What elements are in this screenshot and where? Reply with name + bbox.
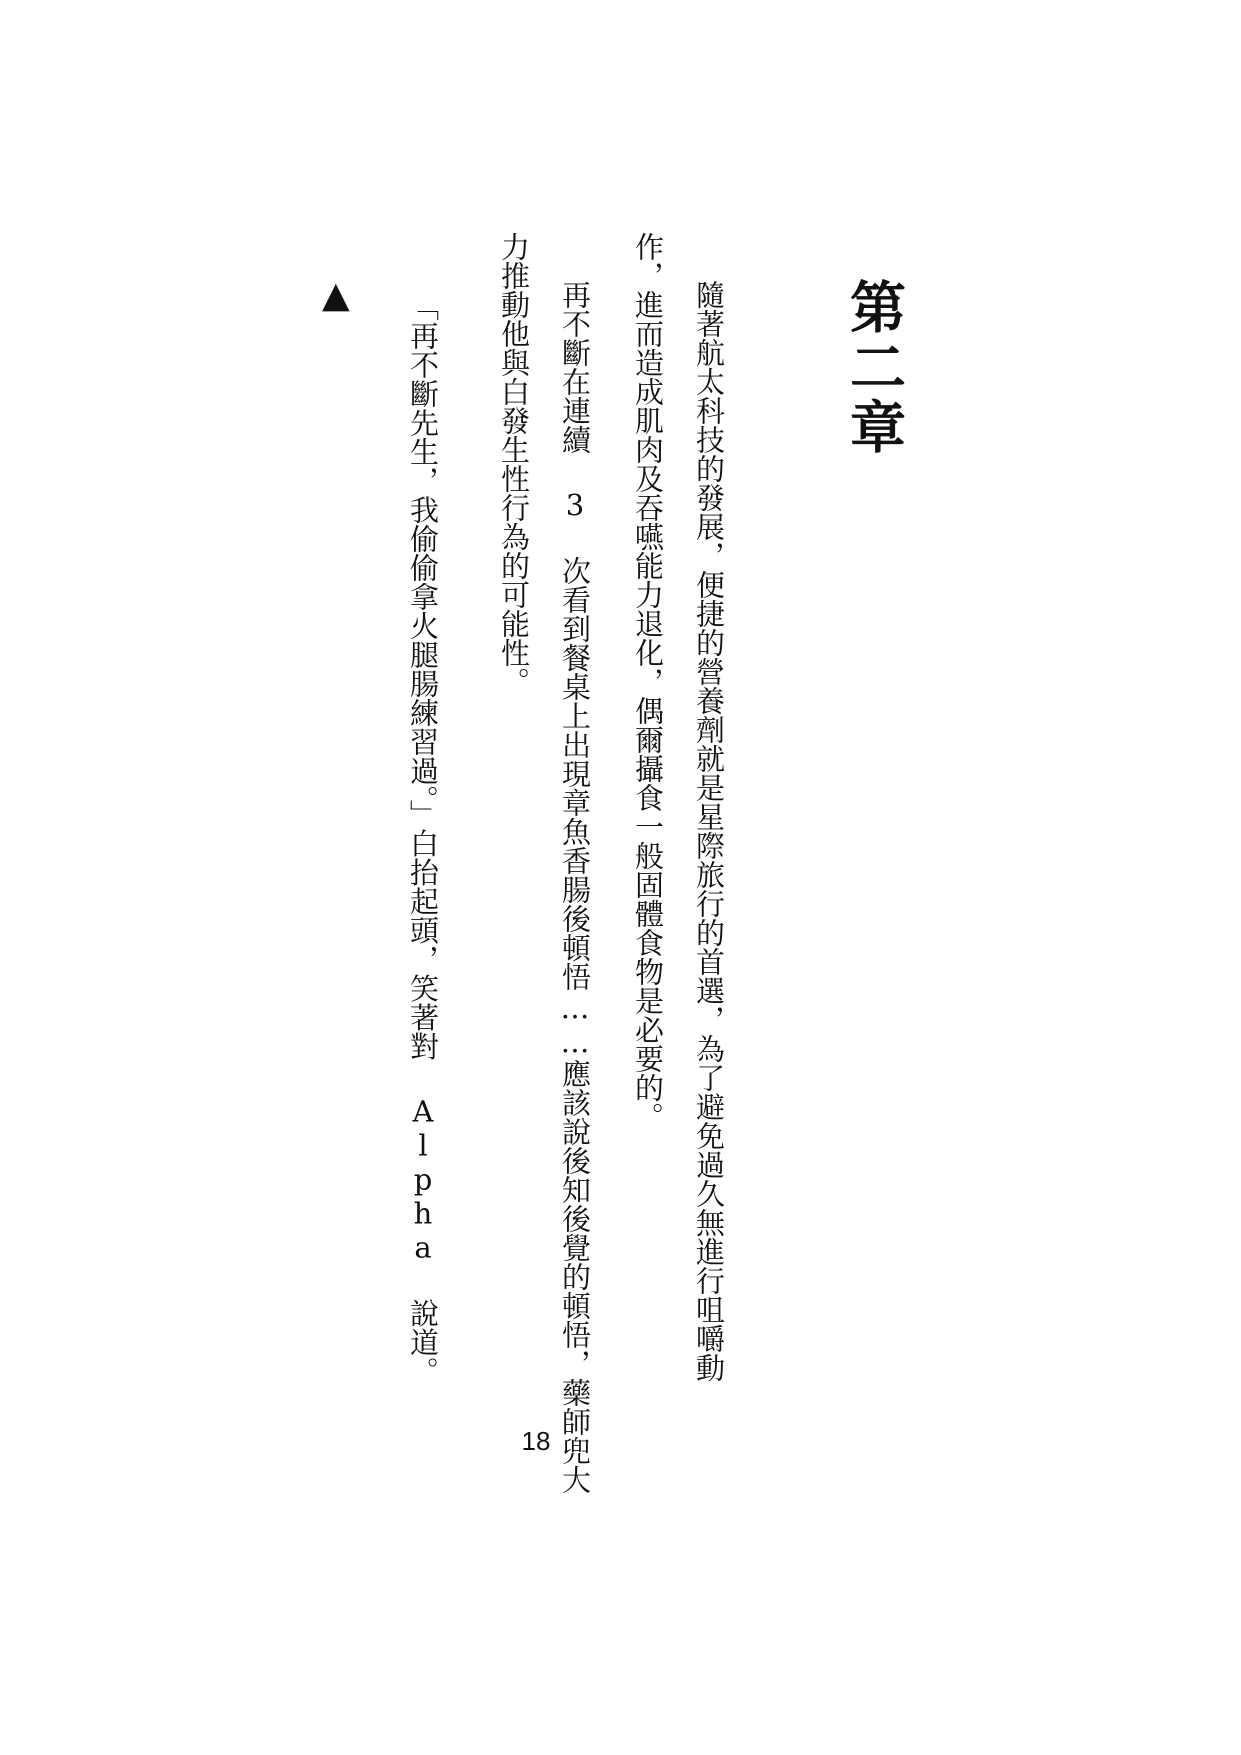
paragraph-1 <box>617 232 739 1382</box>
triangle-marker-icon: ▲ <box>322 275 350 316</box>
paragraph-2 <box>483 232 605 1494</box>
paragraph-1-line-2: 作，進而造成肌肉及吞嚥能力退化，偶爾攝食一般固體食物是必要的。 <box>631 232 665 1131</box>
paragraph-1-line-1: 隨著航太科技的發展，便捷的營養劑就是星際旅行的首選，為了避免過久無進行咀嚼動 <box>692 280 726 1382</box>
page-number: 18 <box>521 1426 551 1456</box>
paragraph-2-line-1: 再不斷在連續 3 次看到餐桌上出現章魚香腸後頓悟……應該說後知後覺的頓悟，藥師兜大 <box>558 280 592 1494</box>
paragraph-2-line-2: 力推動他與白發生性行為的可能性。 <box>497 232 531 696</box>
paragraph-3-line-1: 「再不斷先生，我偷偷拿火腿腸練習過。」白抬起頭，笑著對 Alpha 說道。 <box>406 292 440 1386</box>
paragraph-3 <box>392 292 453 1386</box>
chapter-title: 第二章 <box>841 278 907 458</box>
